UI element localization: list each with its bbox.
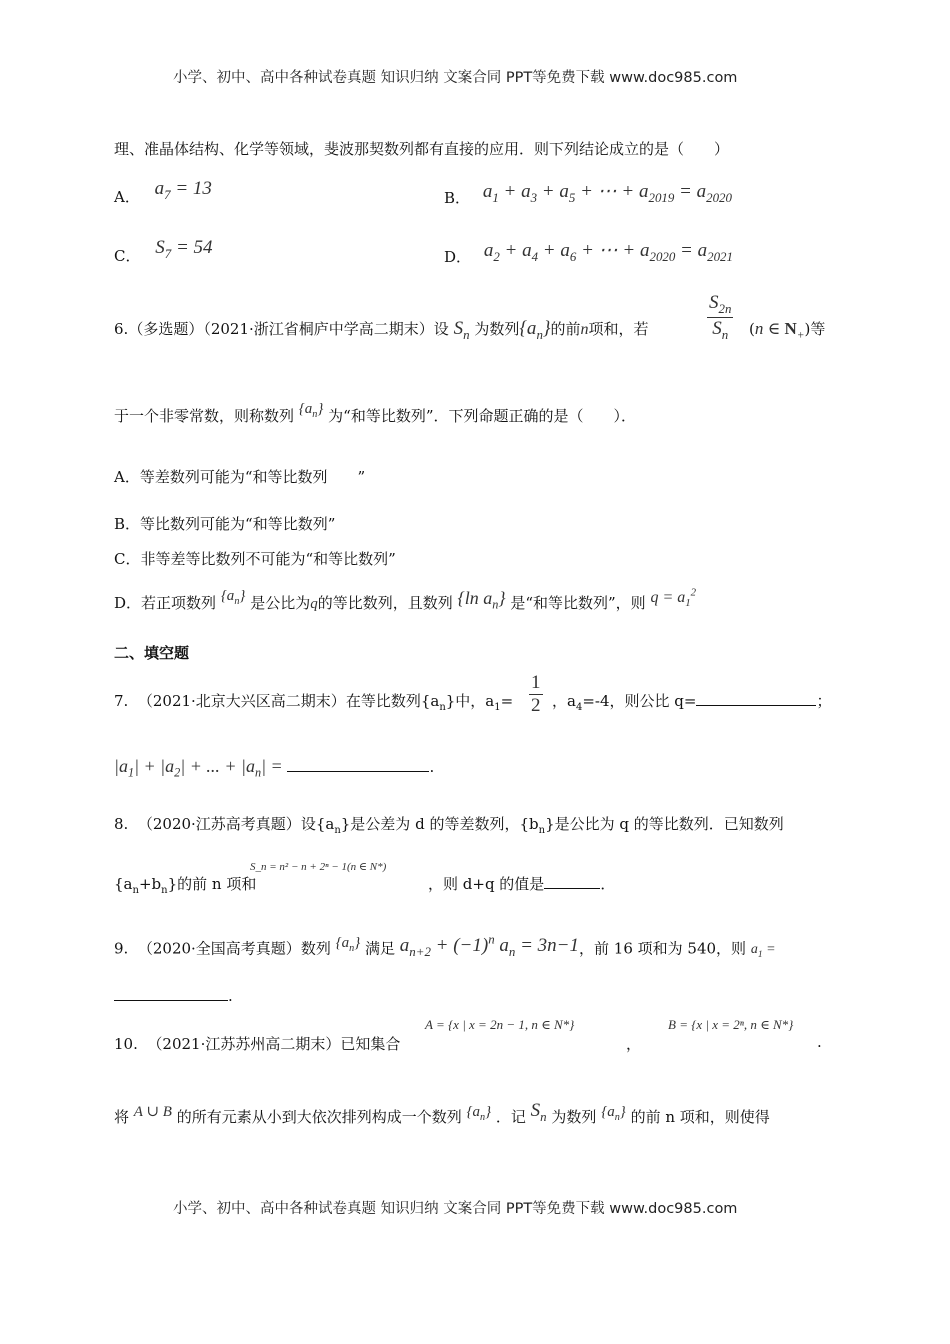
q6-option-a: A．等差数列可能为“和等比数列 ”: [114, 468, 366, 486]
q8-line2: $\{a_n+b_n\}$的前 n 项和: [114, 875, 257, 896]
q5-stem: 理、准晶体结构、化学等领域，斐波那契数列都有直接的应用．则下列结论成立的是（ ）: [114, 140, 730, 158]
answer-blank[interactable]: [287, 757, 429, 772]
q7-fraction: $\frac{1}{2}$: [531, 672, 541, 716]
q9-line2: .: [114, 986, 233, 1005]
q6-option-d: D．若正项数列 $\{a_n\}$ 是公比为q的等比数列，且数列 {ln $a_n$} 是“和等比数列”，则 $q = a_1^2$: [114, 586, 697, 612]
section-title: 二、填空题: [114, 644, 190, 662]
option-letter: B．: [444, 189, 471, 207]
option-formula: $a_7 = 13$: [154, 178, 212, 202]
page-header: 小学、初中、高中各种试卷真题 知识归纳 文案合同 PPT等免费下载 www.doc985.com: [173, 70, 738, 86]
q6-condition: (n ∈ $N_+$)等: [749, 319, 826, 342]
q10-set-a: A = {x | x = 2n − 1, n ∈ N*}: [425, 1017, 575, 1032]
q6-line2: 于一个非零常数，则称数列 $\{a_n\}$ 为“和等比数列”．下列命题正确的是（ ）．: [114, 401, 637, 425]
q7-line1: 7. （2021·北京大兴区高二期末）在等比数列$\{a_n\}$中，$a_1=$: [114, 692, 514, 713]
q5-option-b: [444, 181, 732, 212]
q5-option-a: [114, 178, 212, 211]
q5-option-c: [114, 237, 213, 270]
question-number: 6.: [114, 320, 129, 338]
question-tag: （多选题）: [128, 320, 204, 338]
q10-line2: 将 A ∪ B 的所有元素从小到大依次排列构成一个数列 $\{a_n\}$ ．记 $S_n$ 为数列 $\{a_n\}$ 的前 n 项和，则使得: [114, 1100, 770, 1126]
answer-blank[interactable]: [114, 986, 228, 1001]
page-footer: 小学、初中、高中各种试卷真题 知识归纳 文案合同 PPT等免费下载 www.doc985.com: [173, 1201, 738, 1217]
q9-line1: 9. （2020·全国高考真题）数列 $\{a_n\}$ 满足 $a_{n+2} + (-1)^n$ $a_n = 3n-1$，前 16 项和为 540，则 $a_1$ =: [114, 932, 776, 961]
option-letter: D．: [444, 248, 472, 266]
q5-option-d: [444, 240, 733, 271]
answer-blank[interactable]: [544, 874, 600, 889]
option-formula: $S_7 = 54$: [155, 237, 213, 261]
answer-blank[interactable]: [696, 691, 816, 706]
math-an-set: $\{a_n\}$: [519, 318, 551, 342]
q7-line2: $|a_1| + |a_2|$ + ... + $|a_n|$ = .: [114, 756, 435, 780]
math-Sn: $S_n$: [453, 318, 470, 342]
q6-line1: 6.（多选题）（2021·浙江省桐庐中学高二期末）设 $S_n$ 为数列$\{a_n\}$的前n项和，若: [114, 318, 649, 342]
q8-formula: S_n = n² − n + 2ⁿ − 1(n ∈ N*): [250, 861, 387, 873]
q7-line1-end: ，$a_4=-4$，则公比 q= ；: [552, 692, 832, 713]
q8-line1: 8. （2020·江苏高考真题）设$\{a_n\}$是公差为 d 的等差数列，$\{b_n\}$是公比为 q 的等比数列．已知数列: [114, 815, 784, 836]
q8-line2-end: ，则 d+q 的值是 ．: [428, 875, 616, 893]
option-letter: A．: [114, 188, 140, 206]
option-letter: C．: [114, 247, 141, 265]
q6-fraction: $\frac{S_{2n}}{S_n}$: [709, 292, 732, 342]
math-an-set: $\{a_n\}$: [298, 401, 324, 420]
q10-set-b: B = {x | x = 2ⁿ, n ∈ N*}: [668, 1017, 794, 1032]
q6-option-b: B．等比数列可能为“和等比数列”: [114, 515, 336, 533]
q10-line1: 10. （2021·江苏苏州高二期末）已知集合: [114, 1035, 401, 1053]
option-formula: $a_2 + a_4 + a_6$ + ⋯ + $a_{2020} = a_{2021}$: [483, 240, 733, 264]
question-source: （2021·浙江省桐庐中学高二期末）: [203, 320, 434, 338]
q6-option-c: C．非等差等比数列不可能为“和等比数列”: [114, 550, 396, 568]
option-formula: $a_1 + a_3 + a_5$ + ⋯ + $a_{2019} = a_{2020}$: [482, 181, 732, 205]
